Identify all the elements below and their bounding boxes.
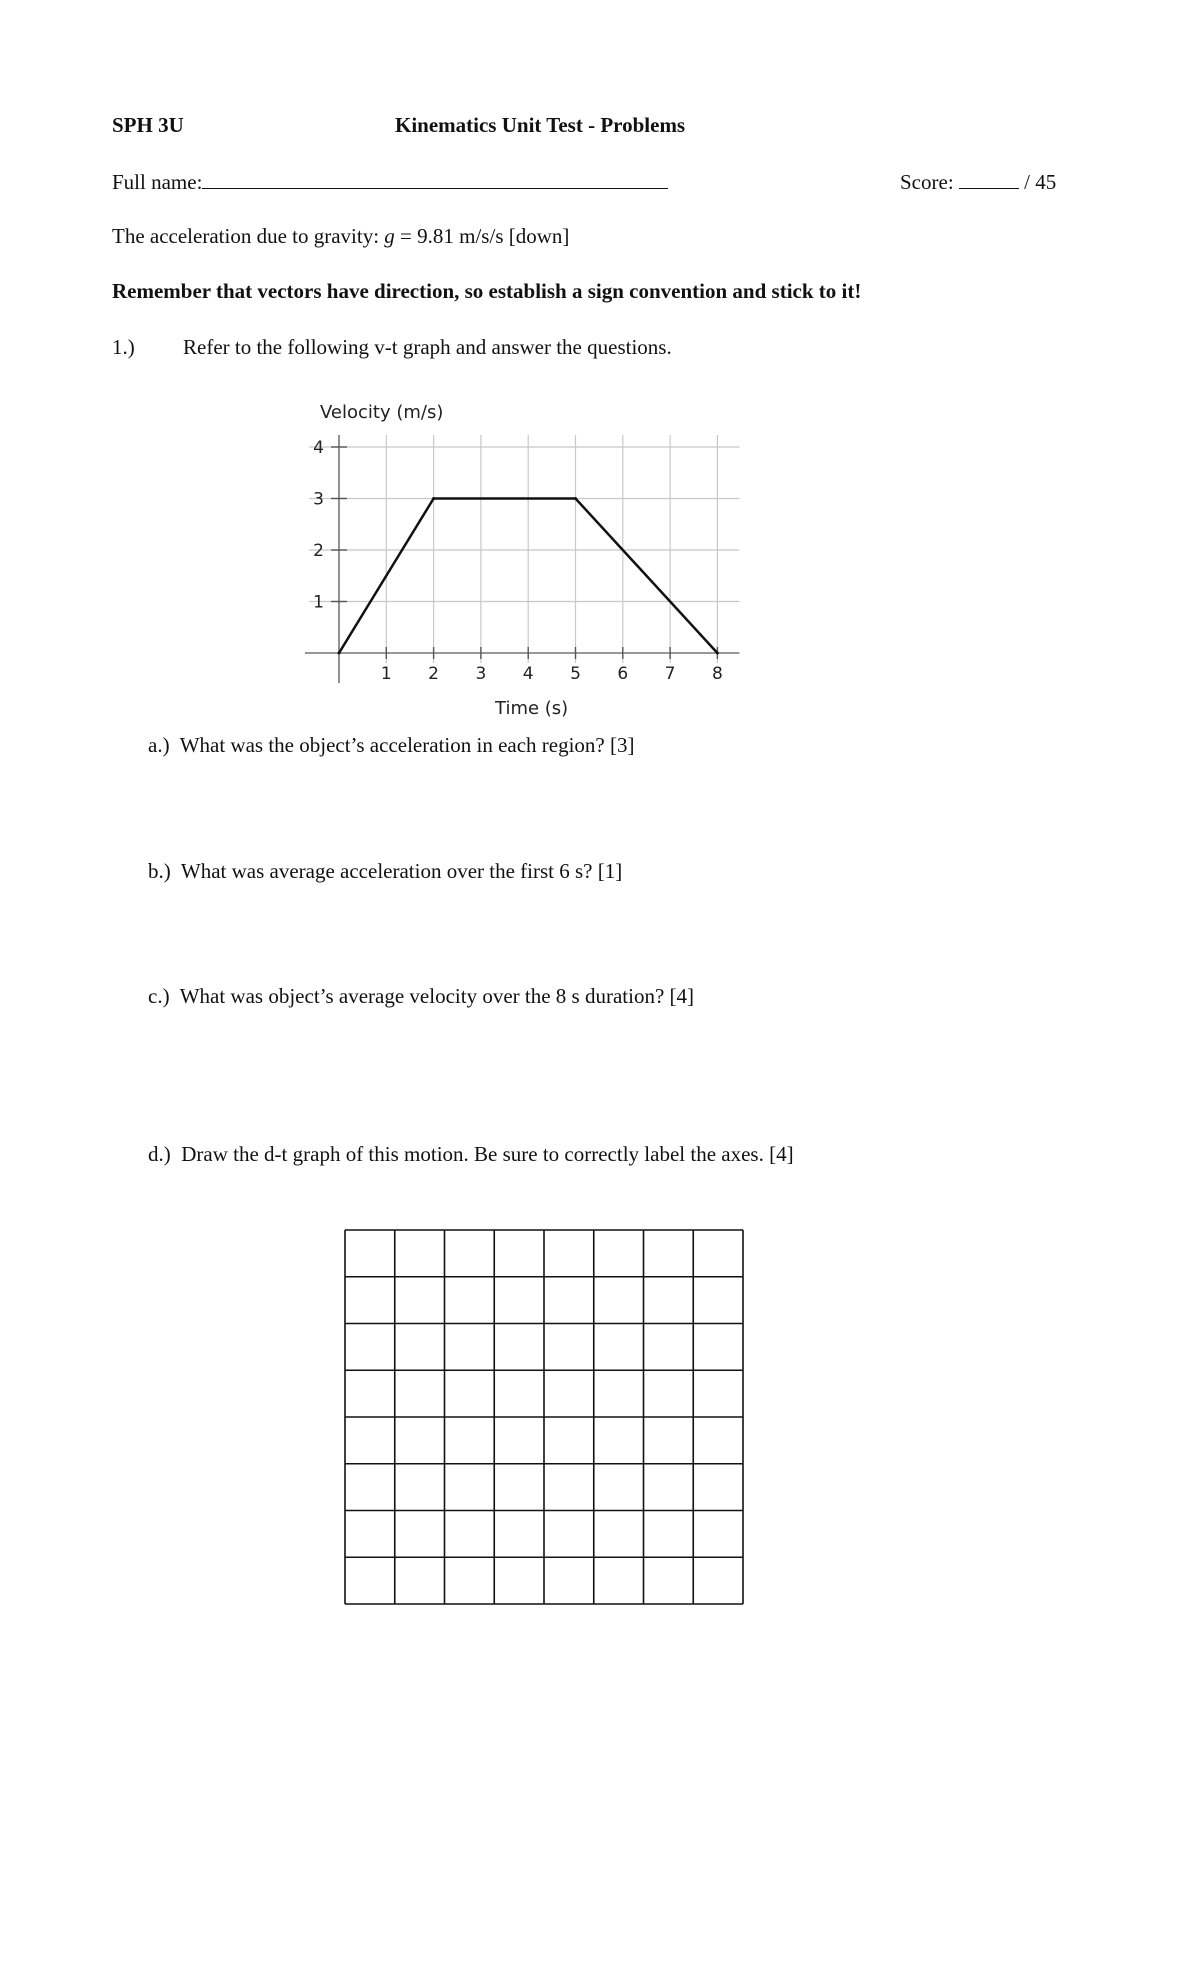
vt-x-tick-label: 3 xyxy=(475,664,487,684)
score-total: / 45 xyxy=(1024,170,1057,194)
vt-axes xyxy=(305,435,739,683)
vt-y-tick-label: 1 xyxy=(313,592,324,613)
gravity-symbol: g xyxy=(384,224,395,248)
vt-x-tick-label: 8 xyxy=(711,664,723,684)
vt-data-point xyxy=(574,497,577,500)
vt-x-tick-label: 7 xyxy=(664,664,676,684)
subquestion-b-text: What was average acceleration over the first 6 s? [1] xyxy=(180,859,623,883)
vt-data-point xyxy=(432,497,435,500)
vt-x-tick-label: 1 xyxy=(380,664,392,684)
course-code: SPH 3U xyxy=(112,113,184,137)
full-name-label: Full name: xyxy=(112,170,203,194)
vt-data-point xyxy=(716,652,719,655)
subquestion-d-text: Draw the d-t graph of this motion. Be sure to correctly label the axes. [4] xyxy=(181,1142,794,1166)
score-label: Score: xyxy=(900,170,954,194)
vt-y-tick-label: 2 xyxy=(313,541,324,561)
question-1-number: 1.) xyxy=(112,335,135,359)
vt-x-axis-label: Time (s) xyxy=(495,698,569,719)
sign-convention-reminder: Remember that vectors have direction, so establish a sign convention and stick to it! xyxy=(112,279,862,303)
subquestion-c xyxy=(148,986,694,1007)
subquestion-a xyxy=(148,735,634,756)
vt-y-tick-label: 3 xyxy=(313,489,324,510)
vt-y-tick-label: 4 xyxy=(313,438,324,458)
test-title: Kinematics Unit Test - Problems xyxy=(395,113,686,137)
subquestion-a-text: What was the object’s acceleration in each region? [3] xyxy=(179,733,635,757)
vt-grid-lines xyxy=(309,435,739,663)
subquestion-c-text: What was object’s average velocity over the 8 s duration? [4] xyxy=(179,984,695,1008)
subquestion-b-label: b.) xyxy=(148,859,171,883)
vt-y-axis-label: Velocity (m/s) xyxy=(320,402,444,423)
vt-tick-labels xyxy=(313,438,723,684)
subquestion-d xyxy=(148,1144,794,1165)
vt-x-tick-label: 2 xyxy=(428,664,440,684)
subquestion-c-label: c.) xyxy=(148,984,170,1008)
subquestion-b xyxy=(148,861,622,882)
gravity-prefix: The acceleration due to gravity: xyxy=(112,224,385,248)
subquestion-a-label: a.) xyxy=(148,733,170,757)
question-1-prompt: Refer to the following v-t graph and answer the questions. xyxy=(183,335,672,359)
vt-data-point xyxy=(338,652,341,655)
vt-x-tick-label: 4 xyxy=(522,664,534,684)
vt-x-tick-label: 6 xyxy=(617,664,629,684)
gravity-value: = 9.81 m/s/s [down] xyxy=(394,224,570,248)
subquestion-d-label: d.) xyxy=(148,1142,171,1166)
vt-x-tick-label: 5 xyxy=(570,664,581,684)
